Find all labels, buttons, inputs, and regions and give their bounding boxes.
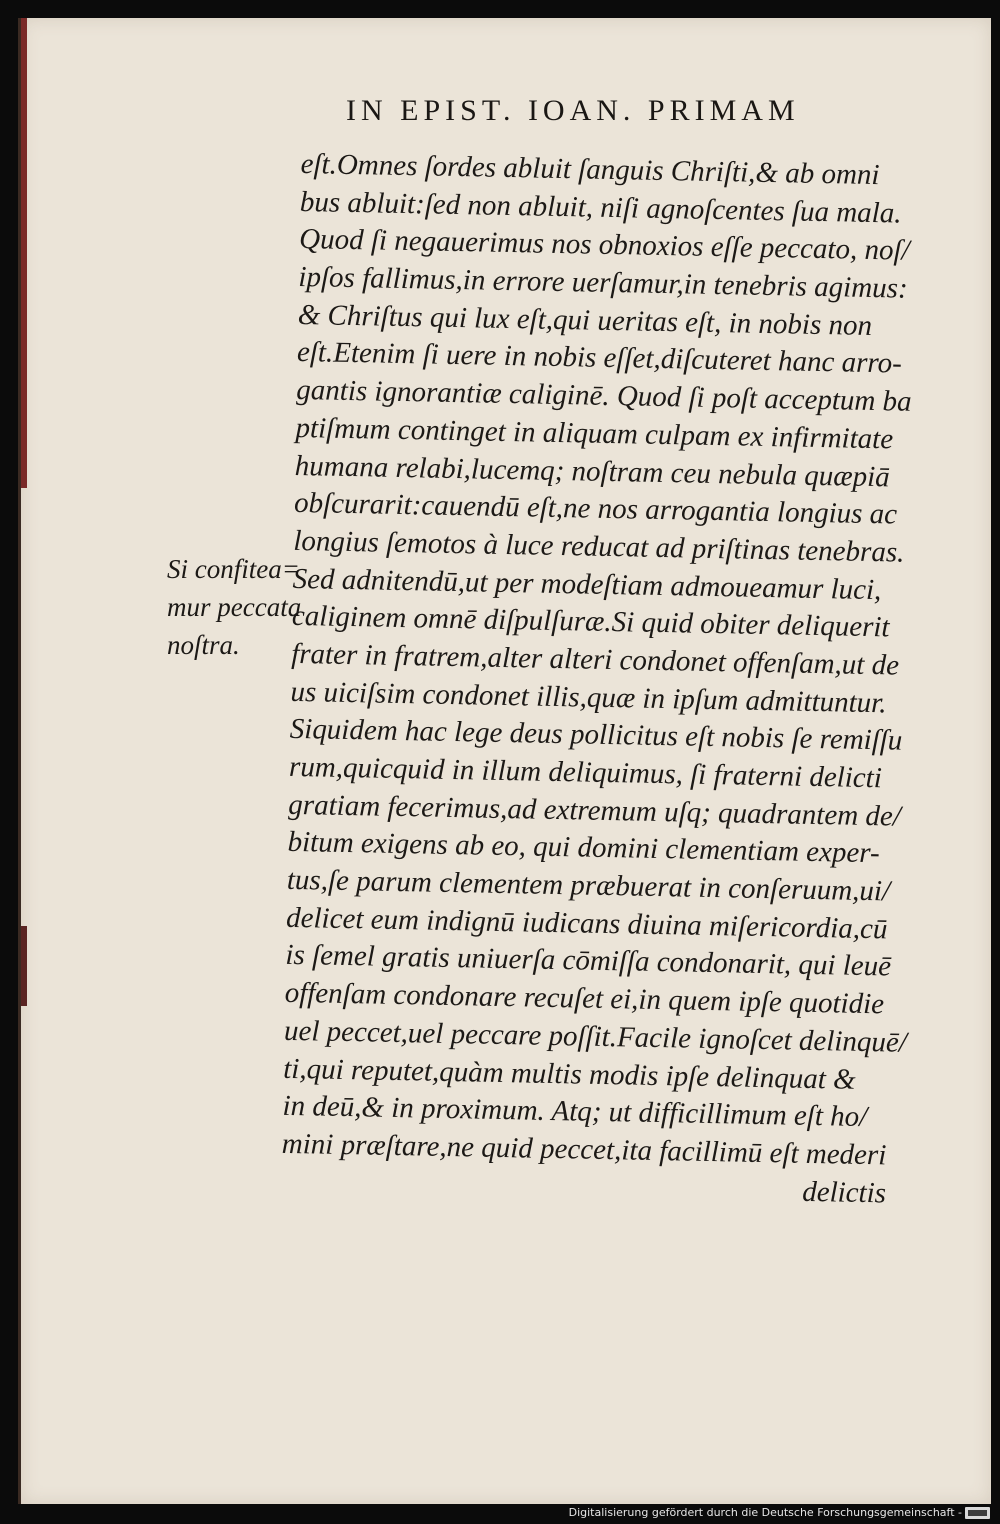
- text-line: obſcurarit:cauendū eſt,ne nos arrogantia longius ac: [293, 487, 898, 531]
- footer-bar: [0, 1504, 1000, 1524]
- text-line: & Chriſtus qui lux eſt,qui ueritas eſt, in nobis non: [297, 298, 873, 342]
- text-line: uel peccet,uel peccare poſſit.Facile ignoſcet delinquē/: [283, 1014, 908, 1059]
- running-head: IN EPIST. IOAN. PRIMAM: [346, 94, 800, 127]
- book-page: [18, 18, 991, 1504]
- page-edge-mark: [19, 926, 27, 1006]
- text-line: us uiciſsim condonet illis,quæ in ipſum admittuntur.: [290, 675, 887, 719]
- text-line: rum,quicquid in illum deliquimus, ſi fraterni delicti: [288, 750, 883, 795]
- text-line: delicet eum indignū iudicans diuina miſericordia,cū: [285, 901, 888, 946]
- text-line: bitum exigens ab eo, qui domini clementiam exper-: [287, 826, 880, 870]
- text-line: eſt.Omnes ſordes abluit ſanguis Chriſti,& ab omni: [300, 147, 880, 192]
- marginal-line: mur peccata: [167, 592, 302, 622]
- text-line: humana relabi,lucemq; noſtram ceu nebula quæpiā: [294, 449, 891, 493]
- text-line: gantis ignorantiæ caliginē. Quod ſi poſt acceptum ba: [296, 374, 912, 418]
- text-line: offenſam condonare recuſet ei,in quem ipſe quotidie: [284, 976, 885, 1021]
- text-line: eſt.Etenim ſi uere in nobis eſſet,diſcuteret hanc arro-: [296, 336, 903, 381]
- footer-credit: Digitalisierung gefördert durch die Deutsche Forschungsgemeinschaft -: [568, 1506, 962, 1519]
- text-line: gratiam fecerimus,ad extremum uſq; quadrantem de/: [288, 788, 902, 833]
- text-line: mini præſtare,ne quid peccet,ita facillimū eſt mederi: [281, 1127, 887, 1172]
- text-line: Sed adnitendū,ut per modeſtiam admoueamur luci,: [292, 562, 882, 606]
- text-line: ti,qui reputet,quàm multis modis ipſe delinquat &: [282, 1052, 856, 1096]
- text-line: ptiſmum continget in aliquam culpam ex infirmitate: [295, 411, 894, 456]
- text-line: bus abluit:ſed non abluit, niſi agnoſcentes ſua mala.: [299, 185, 902, 230]
- text-line: caliginem omnē diſpulſuræ.Si quid obiter deliquerit: [291, 600, 890, 644]
- text-line: tus,ſe parum clementem præbuerat in conſeruum,ui/: [286, 863, 891, 908]
- marginal-line: noſtra.: [167, 630, 240, 660]
- text-line: longius ſemotos à luce reducat ad priſtinas tenebras.: [293, 524, 905, 569]
- text-line: ipſos fallimus,in errore uerſamur,in tenebris agimus:: [298, 261, 908, 305]
- page-edge-mark: [19, 18, 27, 488]
- text-line: Siquidem hac lege deus pollicitus eſt nobis ſe remiſſu: [289, 713, 903, 757]
- text-line: frater in fratrem,alter alteri condonet offenſam,ut de: [290, 637, 900, 682]
- body-text: [281, 146, 941, 1213]
- catchword: delictis: [801, 1175, 887, 1209]
- marginal-line: Si confitea=: [167, 554, 300, 584]
- text-line: Quod ſi negauerimus nos obnoxios eſſe peccato, noſ/: [298, 223, 910, 268]
- text-line: is ſemel gratis uniuerſa cōmiſſa condonarit, qui leuē: [285, 939, 892, 983]
- dfg-logo-icon: [965, 1507, 990, 1519]
- text-line: in deū,& in proximum. Atq; ut difficillimum eſt ho/: [282, 1090, 868, 1134]
